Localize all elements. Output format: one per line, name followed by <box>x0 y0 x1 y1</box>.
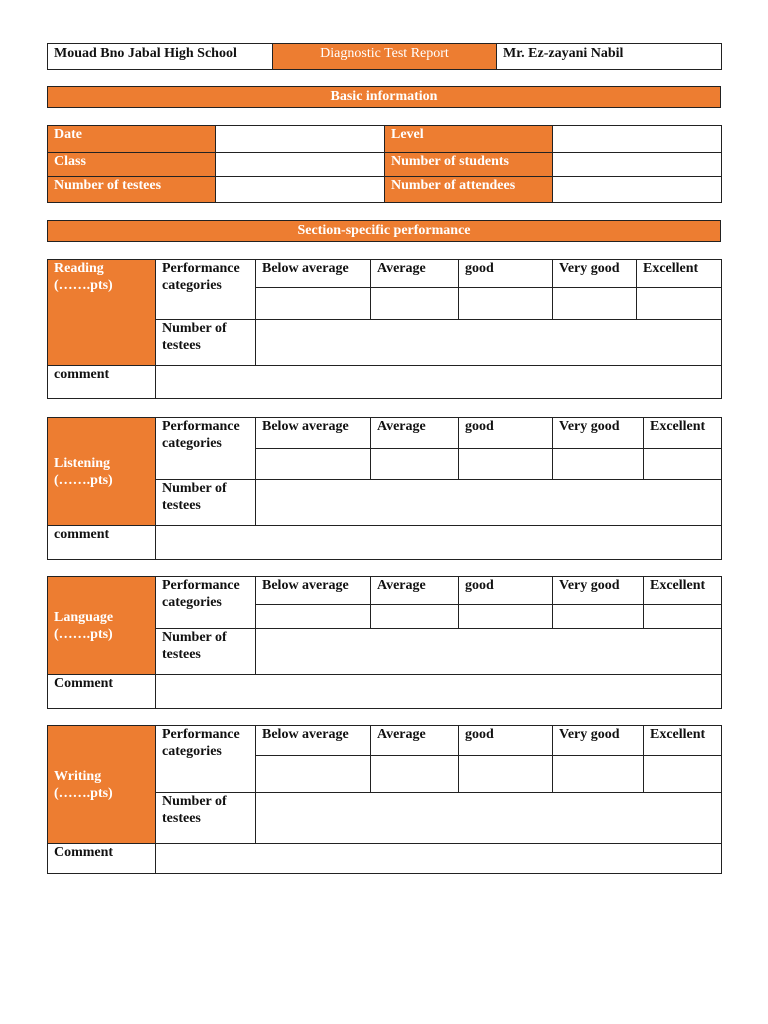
class-value[interactable] <box>216 153 385 177</box>
comment-label: comment <box>48 366 156 399</box>
section-points: (…….pts) <box>54 626 113 642</box>
category-header: good <box>459 260 553 288</box>
comment-value[interactable] <box>156 366 722 399</box>
category-cell[interactable] <box>256 449 371 480</box>
category-header: Below average <box>256 260 371 288</box>
header-table <box>47 43 722 70</box>
category-header: good <box>459 418 553 449</box>
comment-value[interactable] <box>156 526 722 560</box>
testees-label: Number of testees <box>48 177 216 203</box>
category-cell[interactable] <box>553 449 644 480</box>
category-header: good <box>459 726 553 756</box>
category-header: Below average <box>256 418 371 449</box>
section-title <box>48 418 156 526</box>
section-points: (…….pts) <box>54 785 113 801</box>
attendees-label: Number of attendees <box>385 177 553 203</box>
number-of-testees-value[interactable] <box>256 793 722 844</box>
section-name: Listening <box>54 455 111 471</box>
number-of-testees-label: Number of testees <box>156 793 256 844</box>
category-header: Excellent <box>644 577 722 605</box>
number-of-testees-label: Number of testees <box>156 480 256 526</box>
section-table-language <box>47 576 722 709</box>
category-header: Average <box>371 260 459 288</box>
category-header: Below average <box>256 726 371 756</box>
section-table-writing <box>47 725 722 874</box>
category-header: Excellent <box>637 260 722 288</box>
category-header: Very good <box>553 577 644 605</box>
number-of-testees-value[interactable] <box>256 629 722 675</box>
comment-label: comment <box>48 526 156 560</box>
section-points: (…….pts) <box>54 278 113 293</box>
category-cell[interactable] <box>371 756 459 793</box>
section-performance-heading: Section-specific performance <box>47 220 721 242</box>
category-header: Excellent <box>644 726 722 756</box>
section-name: Reading <box>54 261 104 276</box>
basic-info-heading: Basic information <box>47 86 721 108</box>
comment-label: Comment <box>48 675 156 709</box>
category-cell[interactable] <box>553 288 637 320</box>
category-header: Below average <box>256 577 371 605</box>
category-cell[interactable] <box>256 605 371 629</box>
category-header: Very good <box>553 726 644 756</box>
attendees-value[interactable] <box>553 177 722 203</box>
students-label: Number of students <box>385 153 553 177</box>
category-header: Average <box>371 418 459 449</box>
category-cell[interactable] <box>459 605 553 629</box>
level-value[interactable] <box>553 126 722 153</box>
students-value[interactable] <box>553 153 722 177</box>
category-cell[interactable] <box>459 756 553 793</box>
category-header: Average <box>371 726 459 756</box>
category-header: Average <box>371 577 459 605</box>
category-cell[interactable] <box>459 288 553 320</box>
teacher-name: Mr. Ez-zayani Nabil <box>497 44 722 70</box>
report-title: Diagnostic Test Report <box>273 44 497 70</box>
category-cell[interactable] <box>553 756 644 793</box>
performance-categories-label: Performance categories <box>156 260 256 320</box>
level-label: Level <box>385 126 553 153</box>
number-of-testees-value[interactable] <box>256 480 722 526</box>
comment-value[interactable] <box>156 844 722 874</box>
category-header: Very good <box>553 260 637 288</box>
comment-value[interactable] <box>156 675 722 709</box>
number-of-testees-label: Number of testees <box>156 320 256 366</box>
section-title <box>48 577 156 675</box>
date-label: Date <box>48 126 216 153</box>
category-cell[interactable] <box>256 288 371 320</box>
section-name: Writing <box>54 768 102 784</box>
section-title <box>48 260 156 366</box>
category-cell[interactable] <box>371 449 459 480</box>
performance-categories-label: Performance categories <box>156 418 256 480</box>
category-cell[interactable] <box>459 449 553 480</box>
date-value[interactable] <box>216 126 385 153</box>
number-of-testees-label: Number of testees <box>156 629 256 675</box>
category-cell[interactable] <box>644 756 722 793</box>
category-cell[interactable] <box>371 605 459 629</box>
category-cell[interactable] <box>371 288 459 320</box>
basic-info-table <box>47 125 722 203</box>
comment-label: Comment <box>48 844 156 874</box>
category-cell[interactable] <box>553 605 644 629</box>
section-name: Language <box>54 609 114 625</box>
section-table-listening <box>47 417 722 560</box>
category-cell[interactable] <box>637 288 722 320</box>
category-header: good <box>459 577 553 605</box>
section-title <box>48 726 156 844</box>
performance-categories-label: Performance categories <box>156 577 256 629</box>
school-name: Mouad Bno Jabal High School <box>48 44 273 70</box>
testees-value[interactable] <box>216 177 385 203</box>
category-cell[interactable] <box>256 756 371 793</box>
category-header: Very good <box>553 418 644 449</box>
category-cell[interactable] <box>644 449 722 480</box>
class-label: Class <box>48 153 216 177</box>
section-points: (…….pts) <box>54 472 113 488</box>
section-table-reading <box>47 259 722 399</box>
category-cell[interactable] <box>644 605 722 629</box>
number-of-testees-value[interactable] <box>256 320 722 366</box>
performance-categories-label: Performance categories <box>156 726 256 793</box>
category-header: Excellent <box>644 418 722 449</box>
